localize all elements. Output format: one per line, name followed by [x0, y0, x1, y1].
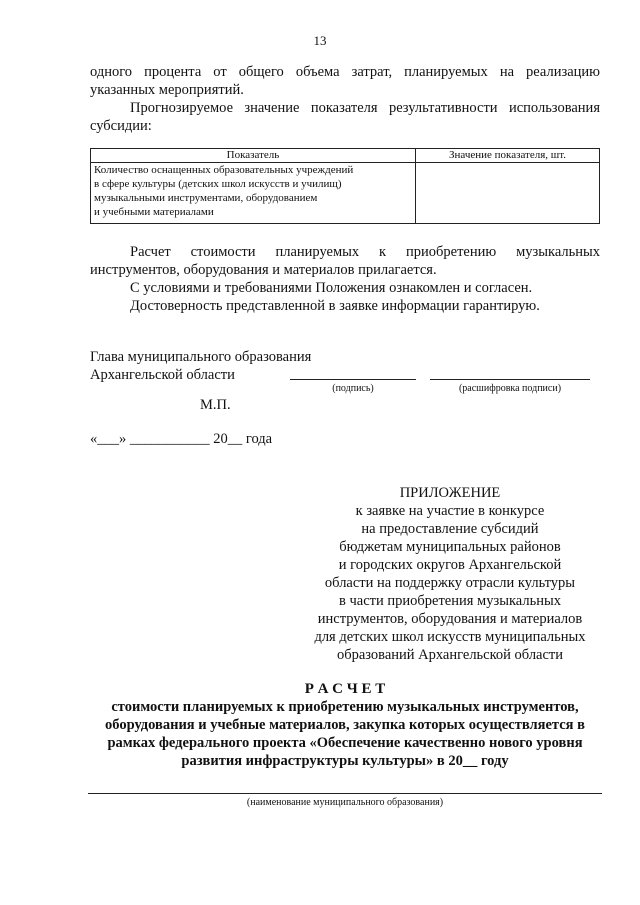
indicator-line-1: Количество оснащенных образовательных учреждений	[94, 164, 354, 176]
calculation-line: стоимости планируемых к приобретению музыкальных инструментов,	[111, 699, 579, 715]
indicator-table	[90, 148, 600, 224]
signature-caption: (подпись)	[332, 383, 374, 394]
statement-line-4: Достоверность представленной в заявке информации гарантирую.	[130, 298, 540, 314]
municipality-caption: (наименование муниципального образования)	[246, 797, 444, 808]
appendix-line: образований Архангельской области	[336, 647, 564, 663]
appendix-line: на предоставление субсидий	[361, 521, 539, 537]
intro-line-2: указанных мероприятий.	[90, 82, 244, 98]
indicator-line-3: музыкальными инструментами, оборудованием	[94, 192, 318, 204]
indicator-line-4: и учебными материалами	[94, 206, 214, 218]
table-header-row	[91, 149, 600, 163]
signature-decode-caption: (расшифровка подписи)	[458, 383, 562, 394]
date-line: «___» ___________ 20__ года	[90, 431, 273, 447]
calculation-line: развития инфраструктуры культуры» в 20__ году	[181, 753, 509, 769]
table-cell-indicator	[91, 163, 416, 224]
intro-line-3: Прогнозируемое значение показателя результативности использования	[130, 100, 600, 116]
page-number: 13	[313, 33, 327, 48]
signature-line	[290, 379, 416, 380]
table-cell-value	[416, 163, 600, 224]
signer-title-line-2: Архангельской области	[90, 367, 235, 383]
signer-title-line-1: Глава муниципального образования	[90, 349, 312, 365]
calculation-line: оборудования и учебные материалов, закупка которых осуществляется в	[105, 717, 585, 733]
table-header-indicator: Показатель	[91, 149, 416, 163]
appendix-line: бюджетам муниципальных районов	[339, 539, 561, 555]
municipality-line	[88, 793, 602, 794]
intro-line-1: одного процента от общего объема затрат, планируемых на реализацию	[90, 64, 600, 80]
indicator-line-2: в сфере культуры (детских школ искусств и училищ)	[94, 178, 342, 190]
appendix-line: инструментов, оборудования и материалов	[317, 611, 583, 627]
appendix-line: в части приобретения музыкальных	[339, 593, 561, 609]
statement-line-1: Расчет стоимости планируемых к приобретению музыкальных	[130, 244, 600, 260]
statement-line-3: С условиями и требованиями Положения ознакомлен и согласен.	[130, 280, 533, 296]
appendix-title: ПРИЛОЖЕНИЕ	[399, 485, 501, 501]
table-header-value: Значение показателя, шт.	[416, 149, 600, 163]
calculation-line: рамках федерального проекта «Обеспечение качественно нового уровня	[107, 735, 583, 751]
appendix-line: для детских школ искусств муниципальных	[314, 629, 586, 645]
signature-decode-line	[430, 379, 590, 380]
stamp-place: М.П.	[200, 397, 231, 413]
table-row	[91, 163, 600, 224]
appendix-line: и городских округов Архангельской	[338, 557, 562, 573]
intro-line-4: субсидии:	[90, 118, 152, 134]
appendix-line: к заявке на участие в конкурсе	[355, 503, 545, 519]
calculation-title: Р А С Ч Е Т	[304, 681, 386, 697]
statement-line-2: инструментов, оборудования и материалов прилагается.	[90, 262, 437, 278]
appendix-line: области на поддержку отрасли культуры	[324, 575, 576, 591]
